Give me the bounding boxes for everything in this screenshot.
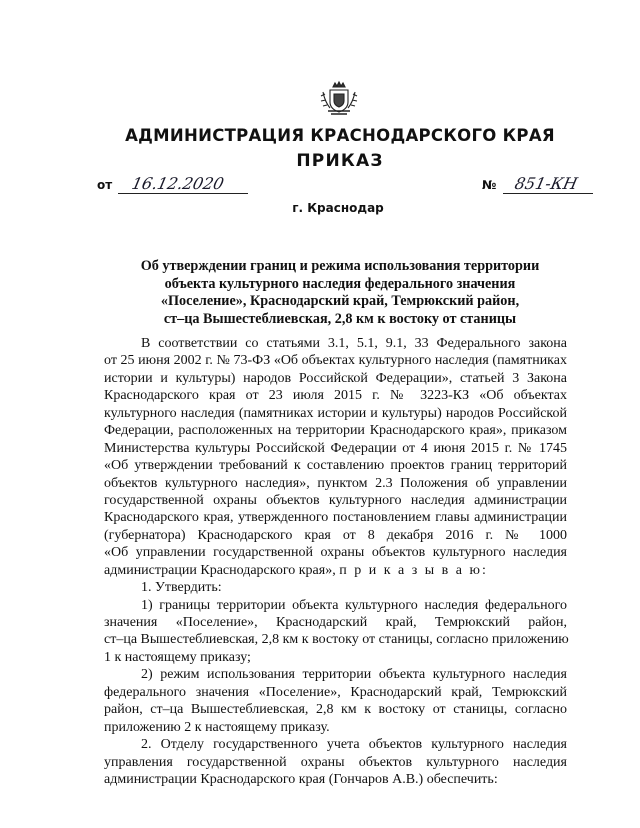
body-line: Краснодарского края от 23 июля 2015 г. № 3223-КЗ «Об объектах: [104, 388, 567, 404]
number-label: №: [482, 178, 497, 192]
body-line: культурного наследия (памятниках истории и культуры) народов Российской: [104, 405, 567, 421]
organization-name: АДМИНИСТРАЦИЯ КРАСНОДАРСКОГО КРАЯ: [125, 126, 555, 145]
body-line: 1) границы территории объекта культурного наследия федерального: [141, 597, 567, 613]
body-line: (губернатора) Краснодарского края от 8 декабря 2016 г. № 1000: [104, 527, 567, 543]
document-type: ПРИКАЗ: [296, 151, 384, 171]
body-line: 1 к настоящему приказу;: [104, 649, 251, 665]
body-line: «Об утверждении требований к составлению проектов границ территорий: [104, 458, 567, 474]
body-line: от 25 июня 2002 г. № 73-ФЗ «Об объектах культурного наследия (памятниках: [104, 353, 567, 369]
body-line: 1. Утвердить:: [141, 580, 222, 596]
body-line: 2. Отделу государственного учета объектов культурного наследия: [141, 737, 567, 753]
body-line: значения «Поселение», Краснодарский край, Темрюкский район,: [104, 615, 567, 630]
title-line: ст–ца Вышестеблиевская, 2,8 км к востоку от станицы: [163, 310, 517, 327]
title-line: Об утверждении границ и режима использования территории: [140, 258, 540, 274]
document-title: [110, 258, 570, 328]
document-body: [104, 335, 567, 788]
body-line: район, ст–ца Вышестеблиевская, 2,8 км к востоку от станицы, согласно: [104, 702, 567, 718]
body-line: федерального значения «Поселение», Краснодарский край, Темрюкский: [104, 684, 567, 700]
body-line: администрации Краснодарского края (Гончаров А.В.) обеспечить:: [104, 771, 498, 787]
body-line-start: администрации Краснодарского края»,: [104, 562, 336, 578]
body-line: Краснодарского края, утвержденного постановлением главы администрации: [104, 510, 567, 526]
date-label: от: [97, 178, 113, 192]
order-word: п р и к а з ы в а ю:: [339, 562, 488, 578]
body-line: объектов культурного наследия», пунктом 2.3 Положения об управлении: [104, 475, 567, 491]
title-line: «Поселение», Краснодарский край, Темрюкский район,: [160, 293, 520, 309]
title-line: объекта культурного наследия федерального значения: [164, 275, 516, 292]
body-line: государственной охраны объектов культурного наследия администрации: [104, 492, 567, 508]
body-line: управления государственной охраны объектов культурного наследия: [104, 754, 567, 770]
body-line: В соответствии со статьями 3.1, 5.1, 9.1, 33 Федерального закона: [141, 336, 567, 351]
date-handwritten: 16.12.2020: [129, 174, 226, 193]
number-handwritten: 851-КН: [512, 174, 580, 193]
body-line: Министерства культуры Российской Федерации от 4 июня 2015 г. № 1745: [104, 440, 567, 456]
body-line: ст–ца Вышестеблиевская, 2,8 км к востоку от станицы, согласно приложению: [104, 632, 569, 648]
body-line: истории и культуры) народов Российской Федерации», статьей 3 Закона: [104, 370, 567, 386]
body-line: [104, 562, 567, 579]
body-line: приложению 2 к настоящему приказу.: [104, 719, 330, 735]
date-underline: [118, 193, 248, 194]
body-line: «Об управлении государственной охраны объектов культурного наследия: [104, 545, 567, 561]
coat-of-arms-icon: [319, 78, 359, 118]
body-line: 2) режим использования территории объекта культурного наследия: [141, 667, 567, 683]
number-underline: [503, 193, 593, 194]
body-line: Федерации, расположенных на территории Краснодарского края», приказом: [104, 423, 567, 439]
city: г. Краснодар: [292, 201, 384, 215]
